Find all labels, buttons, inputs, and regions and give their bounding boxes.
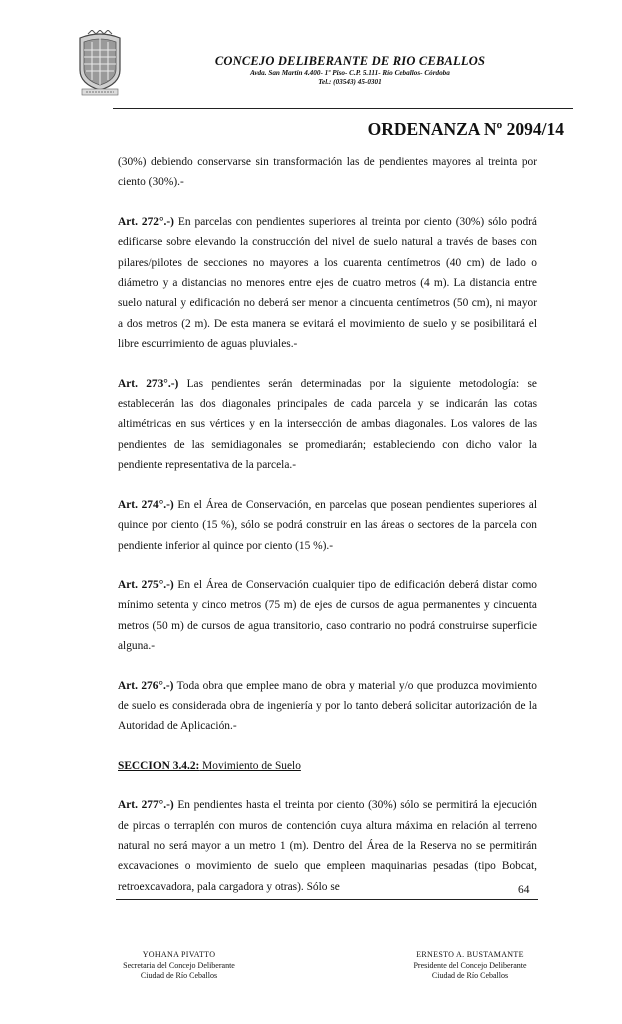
paragraph xyxy=(118,152,537,193)
article-text: (30%) debiendo conservarse sin transformación las de pendientes mayores al treinta por ciento (30%).- xyxy=(118,156,537,189)
council-phone: Tel.: (03543) 45-0301 xyxy=(318,78,382,86)
signature-block-president xyxy=(380,950,560,982)
article-label: Art. 276°.-) xyxy=(118,679,174,692)
council-name: CONCEJO DELIBERANTE DE RIO CEBALLOS xyxy=(214,54,486,68)
article-text: En el Área de Conservación, en parcelas que posean pendientes superiores al quince por ciento (15 %), sólo se podrá construir en las áreas o sectores de la parcela con pendiente inferior al quince por ciento (15 %).- xyxy=(118,498,537,552)
document-body xyxy=(118,152,537,916)
signature-block-secretary xyxy=(89,950,269,982)
article-text: En el Área de Conservación cualquier tipo de edificación deberá distar como mínimo setenta y cinco metros (75 m) de ejes de cursos de agua permanentes y cincuenta metros (50 m) de cursos de agua transitorio, caso contrario no podrá construirse superficie alguna.- xyxy=(118,578,537,653)
article-text: Las pendientes serán determinadas por la siguiente metodología: se establecerán las dos diagonales principales de cada parcela y se indicarán las cotas altimétricas en sus vértices y en la intersección de ambas diagonales. Los valores de las pendientes de las semidiagonales se promediarán; estableciendo con dicho valor la pendiente representativa de la parcela.- xyxy=(118,377,537,472)
article-277 xyxy=(118,795,537,897)
article-272 xyxy=(118,212,537,355)
section-heading xyxy=(118,756,537,776)
article-274 xyxy=(118,495,537,556)
header-divider xyxy=(113,108,573,109)
signer-place: Ciudad de Río Ceballos xyxy=(140,971,218,980)
article-label: Art. 275°.-) xyxy=(118,578,174,591)
signer-role: Presidente del Concejo Deliberante xyxy=(413,960,527,970)
signer-place: Ciudad de Río Ceballos xyxy=(431,971,509,980)
article-label: Art. 272°.-) xyxy=(118,215,174,228)
article-text: Toda obra que emplee mano de obra y material y/o que produzca movimiento de suelo es considerada obra de ingeniería y por lo tanto deberá solicitar autorización de la Autoridad de Aplicación.- xyxy=(118,679,537,733)
article-273 xyxy=(118,374,537,476)
signer-name: YOHANA PIVATTO xyxy=(142,950,216,959)
council-address: Avda. San Martín 4.400- 1º Piso- C.P. 5.111- Río Ceballos- Córdoba xyxy=(250,69,450,77)
signer-name: ERNESTO A. BUSTAMANTE xyxy=(416,950,524,959)
article-label: Art. 274°.-) xyxy=(118,498,174,511)
section-title: Movimiento de Suelo xyxy=(199,759,301,772)
article-label: Art. 277°.-) xyxy=(118,799,174,812)
page-number: 64 xyxy=(518,884,530,896)
letterhead xyxy=(150,54,550,87)
footer-divider xyxy=(116,899,538,900)
article-text: En pendientes hasta el treinta por ciento (30%) sólo se permitirá la ejecución de pircas o terraplén con muros de contención cuya altura máxima en relación al terreno natural no será mayor a un metro 1 (m). Dentro del Área de la Reserva no se permitirán excavaciones o movimiento de suelo que empleen maquinarias pesadas (tipo Bobcat, retroexcavadora, pala cargadora y otras). Sólo se xyxy=(118,799,537,893)
municipal-seal-icon xyxy=(74,30,126,96)
article-276 xyxy=(118,676,537,737)
article-275 xyxy=(118,575,537,657)
ordinance-title: ORDENANZA Nº 2094/14 xyxy=(367,119,564,139)
section-label: SECCION 3.4.2: xyxy=(118,759,200,772)
article-text: En parcelas con pendientes superiores al treinta por ciento (30%) sólo podrá edificarse sobre elevando la construcción del nivel de suelo natural a través de bases con pilares/pilotes de secciones no mayores a los cuarenta centímetros (40 cm) de lado o diámetro y a distancias no menores entre ejes de cuatro metros (4 m). La distancia entre suelo natural y edificación no deberá ser menor a cincuenta centímetros (50 cm), ni mayor a dos metros (2 m). De esta manera se evitará el movimiento de suelo y se posibilitará el libre escurrimiento de aguas pluviales.- xyxy=(118,215,537,351)
article-label: Art. 273°.-) xyxy=(118,377,179,390)
signer-role: Secretaria del Concejo Deliberante xyxy=(123,960,235,970)
